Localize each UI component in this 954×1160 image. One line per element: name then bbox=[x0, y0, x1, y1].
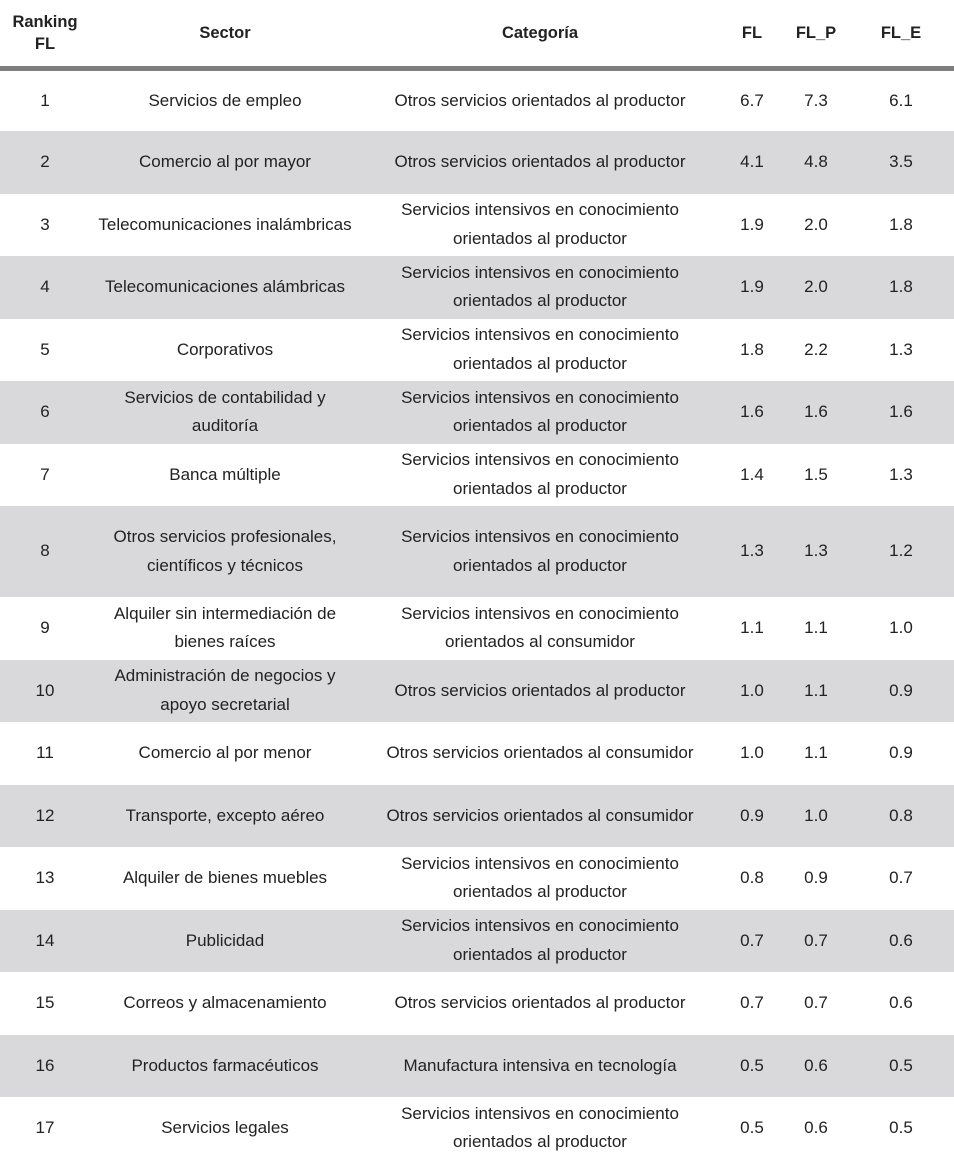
cell-categoria: Servicios intensivos en conocimiento orientados al productor bbox=[360, 256, 720, 319]
cell-fl: 0.5 bbox=[740, 1118, 764, 1137]
cell-rank: 3 bbox=[40, 214, 50, 234]
cell-categoria: Otros servicios orientados al productor bbox=[394, 993, 686, 1012]
cell-fl: 0.7 bbox=[720, 910, 784, 973]
cell-rank: 16 bbox=[0, 1035, 90, 1098]
cell-fl-e: 1.3 bbox=[889, 339, 913, 359]
cell-fl-p: 1.6 bbox=[784, 381, 848, 444]
cell-rank: 17 bbox=[35, 1118, 55, 1137]
cell-fl-p: 0.6 bbox=[804, 1118, 828, 1137]
cell-fl-e: 0.5 bbox=[889, 1118, 913, 1137]
cell-fl: 0.5 bbox=[720, 1035, 784, 1098]
cell-fl: 4.1 bbox=[720, 131, 784, 194]
cell-sector: Correos y almacenamiento bbox=[123, 993, 327, 1012]
cell-fl-e: 0.6 bbox=[848, 910, 954, 973]
cell-fl-e: 1.8 bbox=[889, 214, 913, 234]
table-row bbox=[0, 722, 954, 785]
cell-sector: Transporte, excepto aéreo bbox=[90, 785, 360, 848]
table-row bbox=[0, 381, 954, 444]
cell-sector: Alquiler de bienes muebles bbox=[122, 868, 328, 887]
cell-sector: Telecomunicaciones alámbricas bbox=[90, 256, 360, 319]
cell-fl-e: 1.6 bbox=[848, 381, 954, 444]
cell-sector: Servicios de contabilidad y auditoría bbox=[90, 381, 360, 444]
cell-rank: 11 bbox=[36, 743, 54, 762]
cell-fl-e: 0.9 bbox=[848, 660, 954, 723]
cell-fl: 0.9 bbox=[720, 785, 784, 848]
cell-sector: Productos farmacéuticos bbox=[90, 1035, 360, 1098]
cell-fl-e: 1.3 bbox=[889, 464, 913, 484]
cell-fl-p: 1.3 bbox=[784, 506, 848, 597]
cell-fl-p: 0.7 bbox=[784, 910, 848, 973]
cell-categoria: Manufactura intensiva en tecnología bbox=[360, 1035, 720, 1098]
header-sector: Sector bbox=[199, 24, 251, 42]
cell-categoria: Otros servicios orientados al productor bbox=[360, 131, 720, 194]
table-row bbox=[0, 319, 954, 382]
cell-rank: 5 bbox=[40, 339, 50, 359]
cell-fl: 1.6 bbox=[720, 381, 784, 444]
cell-fl-p: 2.0 bbox=[804, 214, 828, 234]
cell-sector: Administración de negocios y apoyo secretarial bbox=[90, 660, 360, 723]
cell-fl: 1.8 bbox=[740, 339, 764, 359]
cell-categoria: Otros servicios orientados al consumidor bbox=[360, 785, 720, 848]
table-row bbox=[0, 444, 954, 507]
table-row bbox=[0, 1097, 954, 1160]
cell-fl-p: 2.2 bbox=[804, 339, 828, 359]
table-row bbox=[0, 660, 954, 723]
cell-sector: Banca múltiple bbox=[169, 464, 281, 484]
cell-rank: 7 bbox=[40, 464, 50, 484]
cell-fl: 1.9 bbox=[720, 256, 784, 319]
cell-sector: Telecomunicaciones inalámbricas bbox=[98, 214, 352, 234]
cell-categoria: Servicios intensivos en conocimiento orientados al productor bbox=[360, 381, 720, 444]
cell-fl: 1.9 bbox=[740, 214, 764, 234]
table-row bbox=[0, 847, 954, 910]
cell-categoria: Servicios intensivos en conocimiento orientados al productor bbox=[401, 1103, 679, 1152]
cell-fl: 1.4 bbox=[740, 464, 764, 484]
table-row bbox=[0, 256, 954, 319]
cell-fl-e: 0.7 bbox=[889, 868, 913, 887]
cell-categoria: Servicios intensivos en conocimiento orientados al productor bbox=[401, 200, 679, 248]
cell-rank: 1 bbox=[40, 90, 50, 110]
cell-fl-p: 1.1 bbox=[784, 660, 848, 723]
header-ranking bbox=[0, 0, 90, 69]
cell-fl-p: 0.6 bbox=[784, 1035, 848, 1098]
cell-fl-p: 1.1 bbox=[804, 618, 828, 637]
cell-fl-e: 0.8 bbox=[848, 785, 954, 848]
cell-fl: 0.8 bbox=[740, 868, 764, 887]
cell-sector: Servicios de empleo bbox=[148, 90, 302, 110]
cell-fl-p: 2.0 bbox=[784, 256, 848, 319]
cell-fl-p: 1.0 bbox=[784, 785, 848, 848]
cell-sector: Otros servicios profesionales, científicos y técnicos bbox=[90, 506, 360, 597]
cell-fl-e: 0.5 bbox=[848, 1035, 954, 1098]
cell-fl-e: 1.8 bbox=[848, 256, 954, 319]
cell-sector: Corporativos bbox=[176, 339, 274, 359]
cell-sector: Alquiler sin intermediación de bienes raíces bbox=[113, 603, 337, 652]
cell-fl-e: 0.9 bbox=[889, 743, 913, 762]
cell-fl-e: 3.5 bbox=[848, 131, 954, 194]
cell-fl: 1.0 bbox=[720, 660, 784, 723]
table-header bbox=[0, 0, 954, 69]
cell-fl-e: 0.6 bbox=[889, 993, 913, 1012]
cell-rank: 4 bbox=[0, 256, 90, 319]
header-fl-p: FL_P bbox=[795, 24, 837, 42]
cell-fl: 1.3 bbox=[720, 506, 784, 597]
cell-fl: 1.1 bbox=[740, 618, 764, 637]
cell-rank: 10 bbox=[0, 660, 90, 723]
cell-sector: Comercio al por menor bbox=[138, 743, 312, 762]
cell-rank: 8 bbox=[0, 506, 90, 597]
cell-categoria: Servicios intensivos en conocimiento orientados al productor bbox=[401, 450, 679, 498]
cell-fl-e: 1.2 bbox=[848, 506, 954, 597]
cell-rank: 9 bbox=[40, 618, 50, 637]
table-row bbox=[0, 910, 954, 973]
table-body bbox=[0, 69, 954, 1160]
cell-rank: 14 bbox=[0, 910, 90, 973]
table-row bbox=[0, 194, 954, 257]
header-categoria: Categoría bbox=[501, 24, 579, 42]
cell-categoria: Otros servicios orientados al productor bbox=[360, 660, 720, 723]
cell-rank: 6 bbox=[0, 381, 90, 444]
cell-categoria: Otros servicios orientados al consumidor bbox=[386, 743, 694, 762]
cell-fl-p: 0.7 bbox=[804, 993, 828, 1012]
cell-fl-p: 1.1 bbox=[804, 743, 828, 762]
cell-sector: Publicidad bbox=[90, 910, 360, 973]
cell-fl-e: 6.1 bbox=[889, 90, 913, 110]
table-row bbox=[0, 597, 954, 660]
cell-categoria: Servicios intensivos en conocimiento orientados al productor bbox=[401, 325, 679, 373]
cell-fl-e: 1.0 bbox=[889, 618, 913, 637]
cell-categoria: Servicios intensivos en conocimiento orientados al productor bbox=[360, 506, 720, 597]
cell-fl-p: 7.3 bbox=[804, 90, 828, 110]
cell-fl: 1.0 bbox=[740, 743, 764, 762]
cell-fl-p: 1.5 bbox=[804, 464, 828, 484]
cell-categoria: Servicios intensivos en conocimiento orientados al consumidor bbox=[401, 603, 679, 652]
cell-rank: 2 bbox=[0, 131, 90, 194]
table-row bbox=[0, 131, 954, 194]
table-row bbox=[0, 785, 954, 848]
cell-fl-p: 4.8 bbox=[784, 131, 848, 194]
cell-sector: Comercio al por mayor bbox=[90, 131, 360, 194]
cell-fl-p: 0.9 bbox=[804, 868, 828, 887]
cell-categoria: Otros servicios orientados al productor bbox=[394, 90, 686, 110]
table-row bbox=[0, 69, 954, 132]
table-row bbox=[0, 1035, 954, 1098]
header-row bbox=[0, 0, 954, 69]
cell-fl: 0.7 bbox=[740, 993, 764, 1012]
cell-rank: 12 bbox=[0, 785, 90, 848]
header-fl-e: FL_E bbox=[880, 24, 922, 42]
table-row bbox=[0, 972, 954, 1035]
cell-categoria: Servicios intensivos en conocimiento orientados al productor bbox=[360, 910, 720, 973]
cell-rank: 13 bbox=[35, 868, 55, 887]
cell-sector: Servicios legales bbox=[161, 1118, 289, 1137]
header-ranking-label: Ranking FL bbox=[12, 13, 78, 53]
cell-fl: 6.7 bbox=[740, 90, 764, 110]
table-row bbox=[0, 506, 954, 597]
cell-rank: 15 bbox=[35, 993, 55, 1012]
header-fl: FL bbox=[741, 24, 763, 42]
cell-categoria: Servicios intensivos en conocimiento orientados al productor bbox=[401, 853, 679, 902]
